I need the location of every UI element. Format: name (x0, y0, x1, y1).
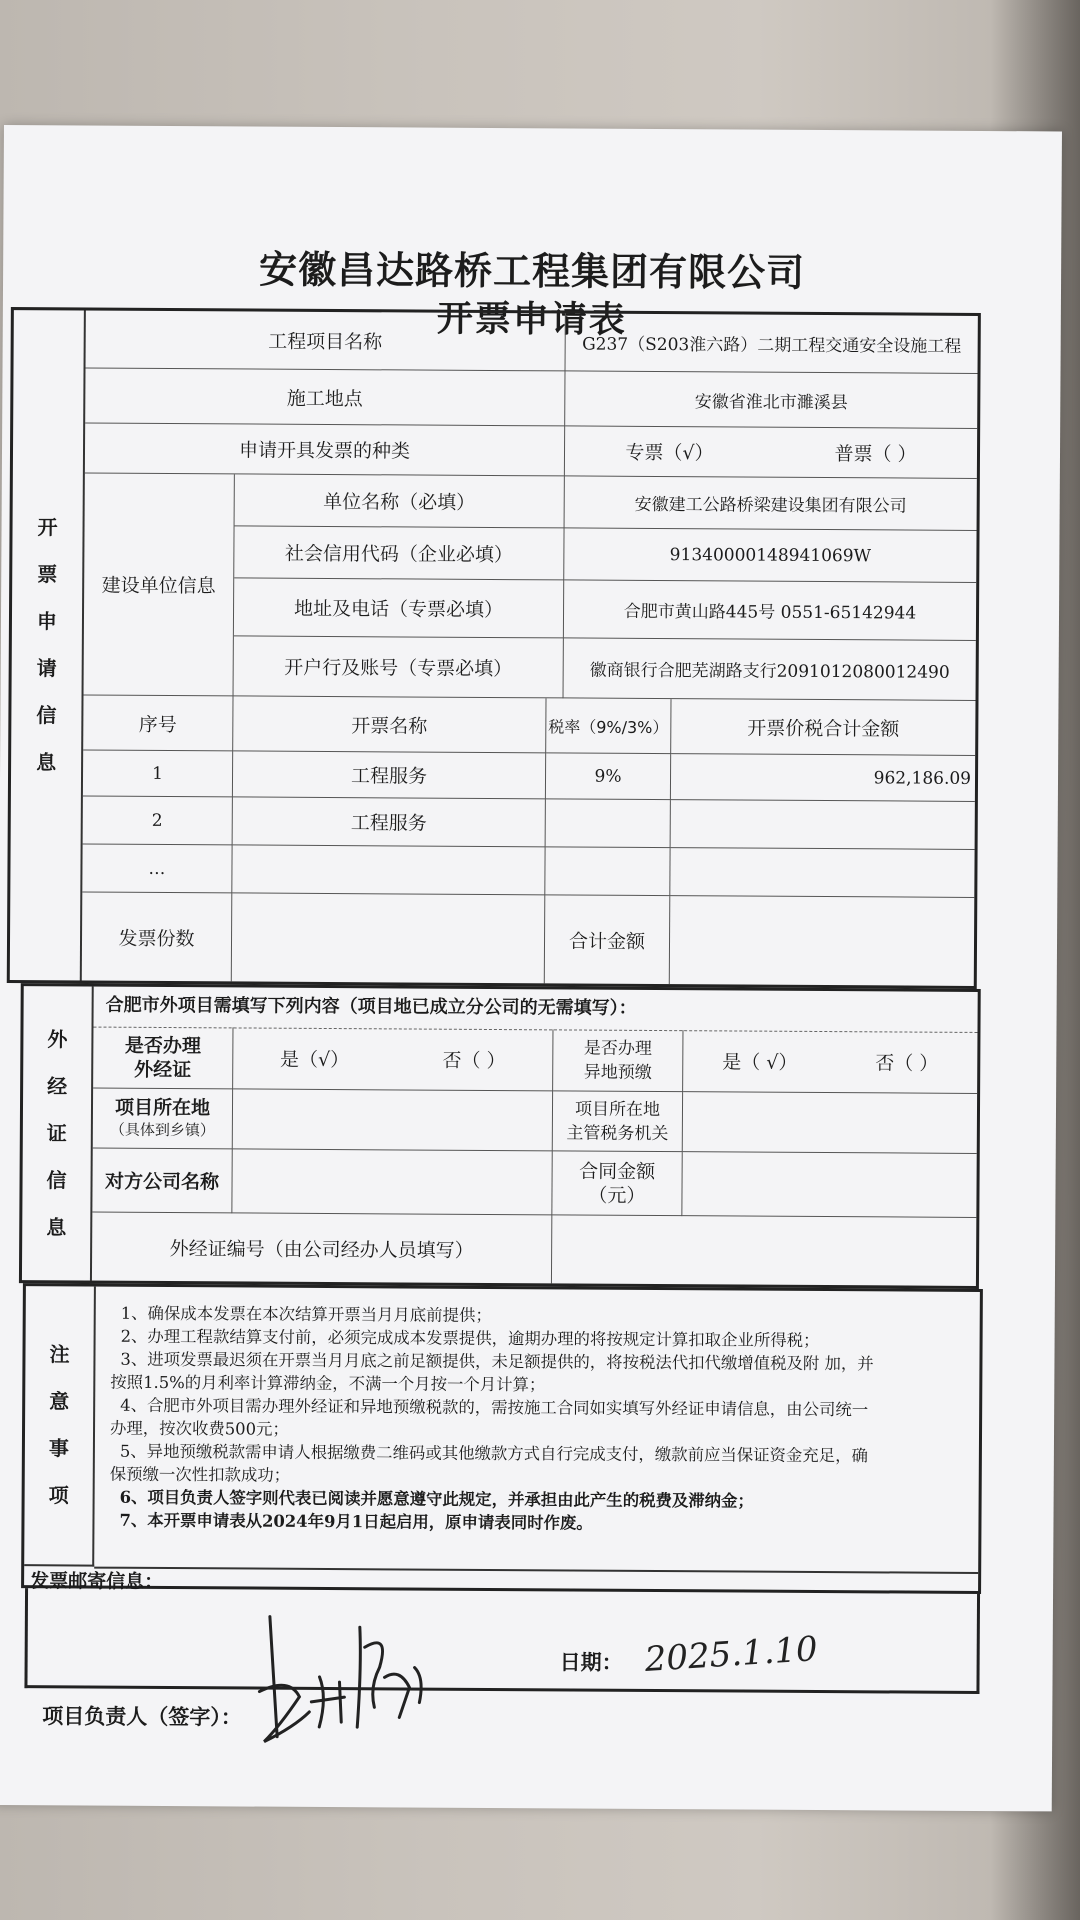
copies-label: 发票份数 (82, 892, 233, 981)
cert-question: 是否办理 外经证 (93, 1027, 233, 1090)
prepay-answer (683, 1030, 977, 1094)
contract-amount-unit: （元） (588, 1184, 646, 1207)
note-line: 7、本开票申请表从2024年9月1日起启用，原申请表同时作废。 (119, 1510, 593, 1533)
builder-field-label: 社会信用代码（企业必填） (234, 526, 564, 580)
label-char: 证 (46, 1120, 67, 1145)
mail-info-area (24, 1588, 980, 1694)
builder-field-value: 91340000148941069W (564, 528, 976, 583)
builder-field-label: 开户行及账号（专票必填） (234, 636, 564, 698)
external-note: 合肥市外项目需填写下列内容（项目地已成立分公司的无需填写）： (105, 994, 637, 1019)
note-line: 4、合肥市外项目需办理外经证和异地预缴税款的，需按施工合同如实填写外经证申请信息，由公司统一 (120, 1395, 869, 1420)
label-char: 票 (37, 562, 58, 587)
note-line: 2、办理工程款结算支付前，必须完成成本发票提供，逾期办理的将按规定计算扣取企业所得税； (120, 1326, 820, 1351)
cert-no: 否（ ） (442, 1049, 506, 1073)
signature-image (249, 1607, 440, 1758)
row-no: 2 (83, 796, 233, 845)
project-name-label: 工程项目名称 (86, 311, 566, 372)
tax-office-value (683, 1092, 977, 1154)
invoice-type-value (565, 426, 977, 479)
col-header-no: 序号 (83, 695, 233, 751)
col-header-name: 开票名称 (233, 696, 546, 753)
row-amount: 962,186.09 (671, 754, 975, 802)
label-char: 信 (36, 703, 57, 728)
cert-answer (233, 1027, 553, 1091)
external-cert-label (22, 986, 94, 1280)
prepay-yes: 是（ √） (722, 1051, 798, 1074)
cert-number-label: 外经证编号（由公司经办人员填写） (92, 1213, 552, 1284)
site-value: 安徽省淮北市濉溪县 (565, 371, 977, 429)
builder-info-label: 建设单位信息 (84, 474, 235, 697)
prepay-question: 是否办理 异地预缴 (553, 1029, 683, 1092)
mail-info-label: 发票邮寄信息： (30, 1570, 164, 1593)
project-name-value: G237（S203淮六路）二期工程交通安全设施工程 (566, 313, 978, 374)
contract-amount-label (552, 1151, 682, 1216)
location-label (93, 1089, 233, 1150)
note-line: 5、异地预缴税款需申请人根据缴费二维码或其他缴款方式自行完成支付，缴款前应当保证资金充足，确 (119, 1441, 868, 1466)
total-value (670, 896, 975, 986)
prepay-no: 否（ ） (875, 1052, 939, 1075)
note-line: 6、项目负责人签字则代表已阅读并愿意遵守此规定，并承担由此产生的税费及滞纳金； (119, 1487, 754, 1511)
note-line: 3、进项发票最迟须在开票当月月底之前足额提供，未足额提供的，将按税法代扣代缴增值税及附 加，并 (120, 1349, 874, 1374)
notes-section (21, 1283, 983, 1594)
note-line: 按照1.5%的月利率计算滞纳金，不满一个月按一个月计算； (110, 1372, 546, 1395)
row-no: … (82, 844, 232, 893)
notes-divider (94, 1567, 978, 1574)
builder-field-value: 徽商银行合肥芜湖路支行2091012080012490 (564, 638, 976, 701)
invoice-type-label: 申请开具发票的种类 (85, 424, 565, 477)
contract-amount-text: 合同金额 (579, 1160, 656, 1183)
col-header-amount: 开票价税合计金额 (671, 699, 975, 756)
row-rate (546, 799, 671, 848)
label-char: 申 (36, 609, 58, 634)
label-char: 请 (36, 656, 57, 681)
total-label: 合计金额 (545, 895, 671, 984)
label-char: 息 (36, 750, 57, 775)
label-char: 信 (46, 1167, 67, 1192)
location-label-sub: （具体到乡镇） (109, 1120, 215, 1139)
row-rate: 9% (546, 753, 671, 800)
builder-field-label: 单位名称（必填） (235, 474, 565, 528)
copies-value (232, 893, 546, 983)
label-char: 项 (48, 1483, 69, 1508)
tax-office-label: 项目所在地 主管税务机关 (553, 1091, 683, 1152)
contract-amount-value (682, 1152, 976, 1218)
row-name: 工程服务 (233, 797, 546, 847)
label-char: 意 (49, 1389, 70, 1414)
notes-list (109, 1302, 969, 1537)
label-char: 经 (47, 1073, 68, 1098)
cert-yes: 是（√） (279, 1048, 350, 1072)
cert-number-value (552, 1215, 976, 1286)
label-char: 事 (48, 1436, 69, 1461)
label-char: 息 (46, 1214, 67, 1239)
builder-field-value: 安徽建工公路桥梁建设集团有限公司 (565, 476, 977, 531)
row-rate (545, 847, 670, 896)
site-label: 施工地点 (85, 369, 565, 427)
notes-label (24, 1286, 96, 1566)
signer-label: 项目负责人（签字）： (42, 1704, 242, 1730)
row-name: 工程服务 (233, 751, 546, 799)
company-title: 安徽昌达路桥工程集团有限公司 (258, 247, 806, 295)
counterparty-value (232, 1149, 552, 1215)
normal-invoice-option: 普票（ ） (834, 443, 917, 466)
row-amount (670, 848, 974, 898)
label-char: 开 (37, 515, 58, 540)
col-header-rate: 税率（9%/3%） (546, 698, 671, 754)
counterparty-label: 对方公司名称 (92, 1149, 232, 1214)
location-value (233, 1089, 553, 1151)
date-handwritten: 2025.1.10 (643, 1629, 819, 1680)
builder-field-value: 合肥市黄山路445号 0551-65142944 (564, 580, 976, 641)
location-label-text: 项目所在地 (114, 1096, 211, 1119)
special-invoice-option: 专票（√） (625, 441, 714, 465)
date-label: 日期： (559, 1650, 623, 1675)
row-amount (671, 800, 975, 850)
paper-sheet (0, 125, 1062, 1811)
note-line: 1、确保成本发票在本次结算开票当月月底前提供； (120, 1303, 492, 1326)
label-char: 外 (47, 1026, 68, 1051)
apply-info-label (10, 310, 86, 980)
note-line: 保预缴一次性扣款成功； (109, 1464, 291, 1485)
apply-info-section (7, 307, 981, 989)
row-no: 1 (83, 750, 233, 797)
row-name (232, 845, 545, 895)
note-line: 办理，按次收费500元； (109, 1418, 289, 1439)
builder-field-label: 地址及电话（专票必填） (234, 578, 564, 638)
label-char: 注 (49, 1342, 70, 1367)
form-title: 开票申请表 (436, 298, 627, 341)
external-cert-section (19, 983, 981, 1289)
